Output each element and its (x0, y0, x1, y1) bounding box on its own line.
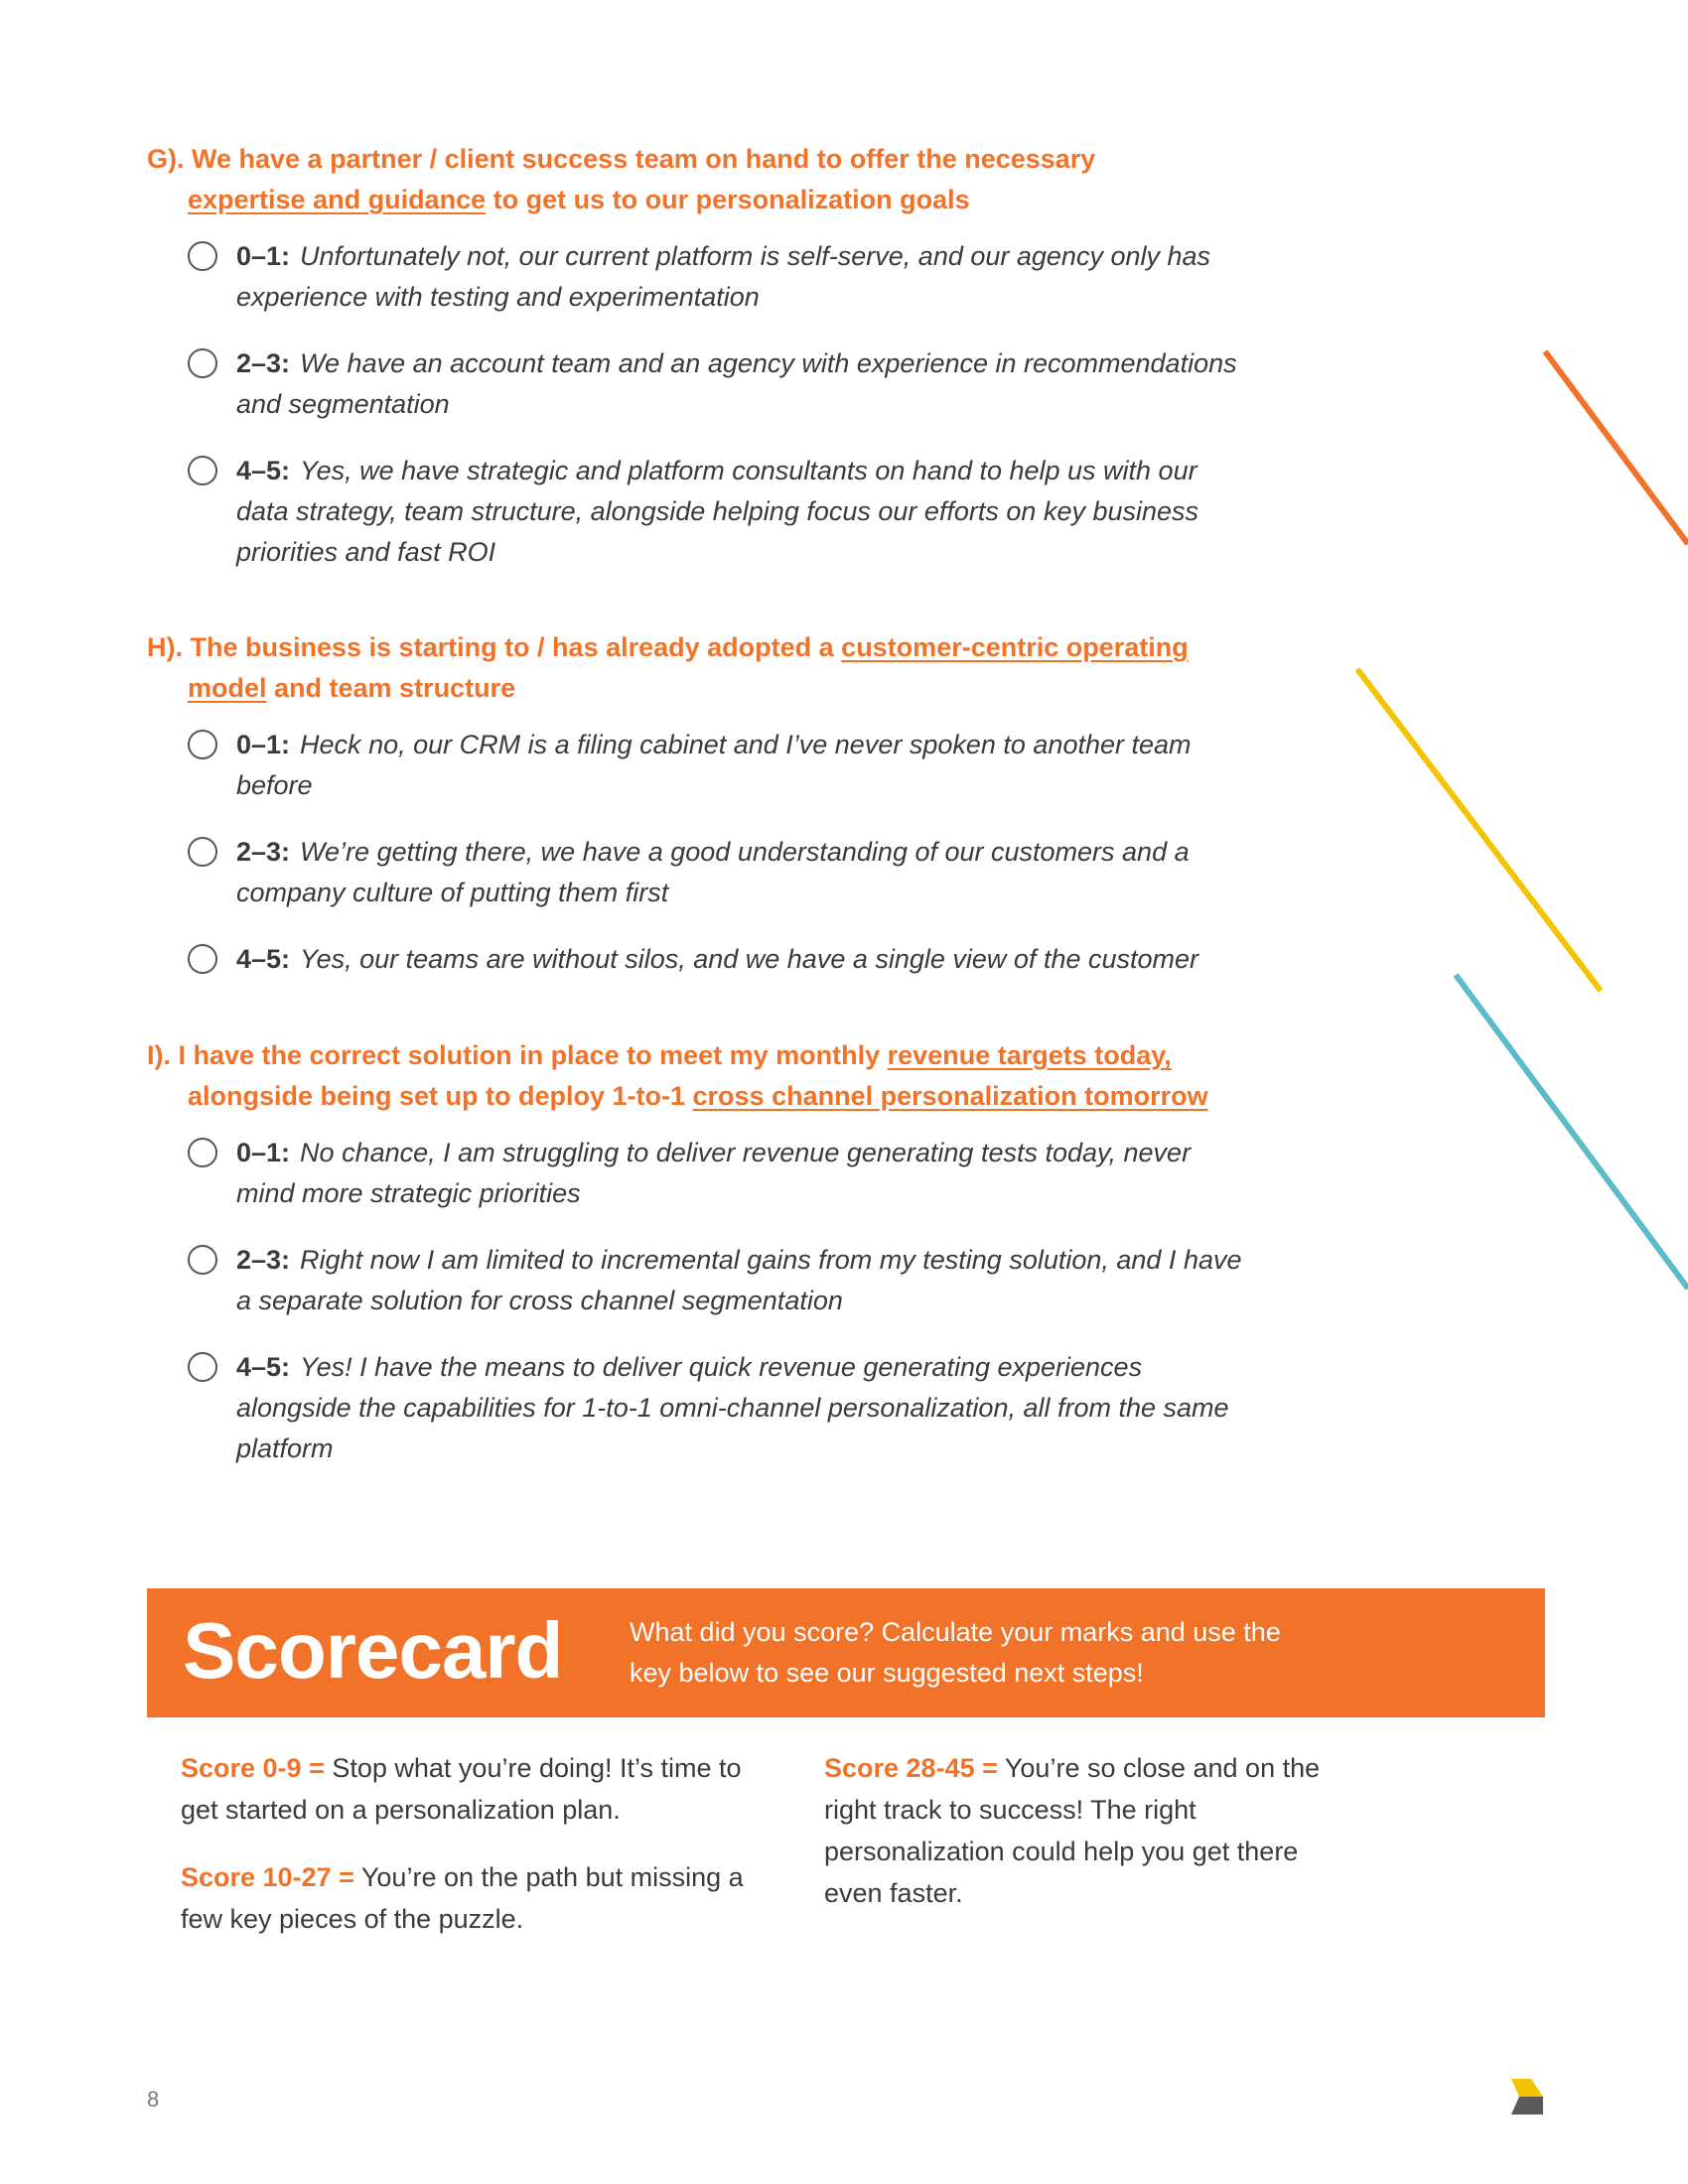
question-h-title: H). The business is starting to / has already adopted a customer-centric operating model and team structure (147, 632, 1189, 703)
score-key-right (824, 1747, 1340, 1940)
option-i-0-1: 0–1: No chance, I am struggling to deliver revenue generating tests today, never mind more strategic priorities (147, 1133, 1249, 1214)
radio-button[interactable] (188, 348, 217, 378)
option-h-0-1: 0–1: Heck no, our CRM is a filing cabinet and I’ve never spoken to another team before (147, 725, 1249, 806)
radio-button[interactable] (188, 837, 217, 867)
radio-button[interactable] (188, 1138, 217, 1167)
cross-channel-link[interactable]: cross channel personalization tomorrow (692, 1081, 1208, 1111)
question-h (147, 627, 1249, 1006)
scorecard-subtitle: What did you score? Calculate your marks and use the key below to see our suggested next steps! (630, 1617, 1281, 1688)
score-28-45: Score 28-45 = You’re so close and on the right track to success! The right personalization could help you get there even faster. (824, 1753, 1321, 1908)
radio-button[interactable] (188, 456, 217, 485)
revenue-targets-link[interactable]: revenue targets today, (887, 1040, 1172, 1070)
orange-line (1545, 351, 1688, 544)
blue-line (1456, 975, 1688, 1289)
page-number: 8 (147, 2087, 160, 2112)
option-i-2-3: 2–3: Right now I am limited to incremental gains from my testing solution, and I have a separate solution for cross channel segmentation (147, 1240, 1249, 1321)
scorecard-title: Scorecard (183, 1606, 563, 1695)
question-i-title: I). I have the correct solution in place to meet my monthly revenue targets today, alongside being set up to deploy 1-to-1 cross channel personalization tomorrow (147, 1040, 1208, 1111)
radio-button[interactable] (188, 730, 217, 759)
question-g-title: G). We have a partner / client success team on hand to offer the necessary expertise and guidance to get us to our personalization goals (147, 144, 1096, 214)
option-h-2-3: 2–3: We’re getting there, we have a good understanding of our customers and a company culture of putting them first (147, 832, 1249, 913)
radio-button[interactable] (188, 1245, 217, 1275)
radio-button[interactable] (188, 1352, 217, 1382)
question-i (147, 1035, 1249, 1495)
model-link[interactable]: model (188, 673, 267, 703)
customer-centric-link[interactable]: customer-centric operating (841, 632, 1189, 662)
option-i-4-5: 4–5: Yes! I have the means to deliver quick revenue generating experiences alongside the capabilities for 1-to-1 omni-channel personalization, all from the same platform (147, 1347, 1249, 1469)
question-g (147, 139, 1249, 599)
scorecard-banner (147, 1588, 1545, 1717)
expertise-link[interactable]: expertise and guidance (188, 185, 487, 214)
radio-button[interactable] (188, 944, 217, 974)
option-g-0-1: 0–1: Unfortunately not, our current platform is self-serve, and our agency only has experience with testing and experimentation (147, 236, 1249, 318)
radio-button[interactable] (188, 241, 217, 271)
option-g-2-3: 2–3: We have an account team and an agency with experience in recommendations and segmentation (147, 343, 1249, 425)
yellow-line (1357, 669, 1601, 991)
option-g-4-5: 4–5: Yes, we have strategic and platform consultants on hand to help us with our data strategy, team structure, alongside helping focus our efforts on key business priorities and fast ROI (147, 451, 1249, 573)
score-10-27: Score 10-27 = You’re on the path but missing a few key pieces of the puzzle. (181, 1862, 744, 1934)
option-h-4-5: 4–5: Yes, our teams are without silos, and we have a single view of the customer (147, 939, 1249, 980)
score-key-left (181, 1747, 757, 1966)
brand-logo-icon (1505, 2075, 1549, 2118)
score-0-9: Score 0-9 = Stop what you’re doing! It’s time to get started on a personalization plan. (181, 1753, 742, 1825)
